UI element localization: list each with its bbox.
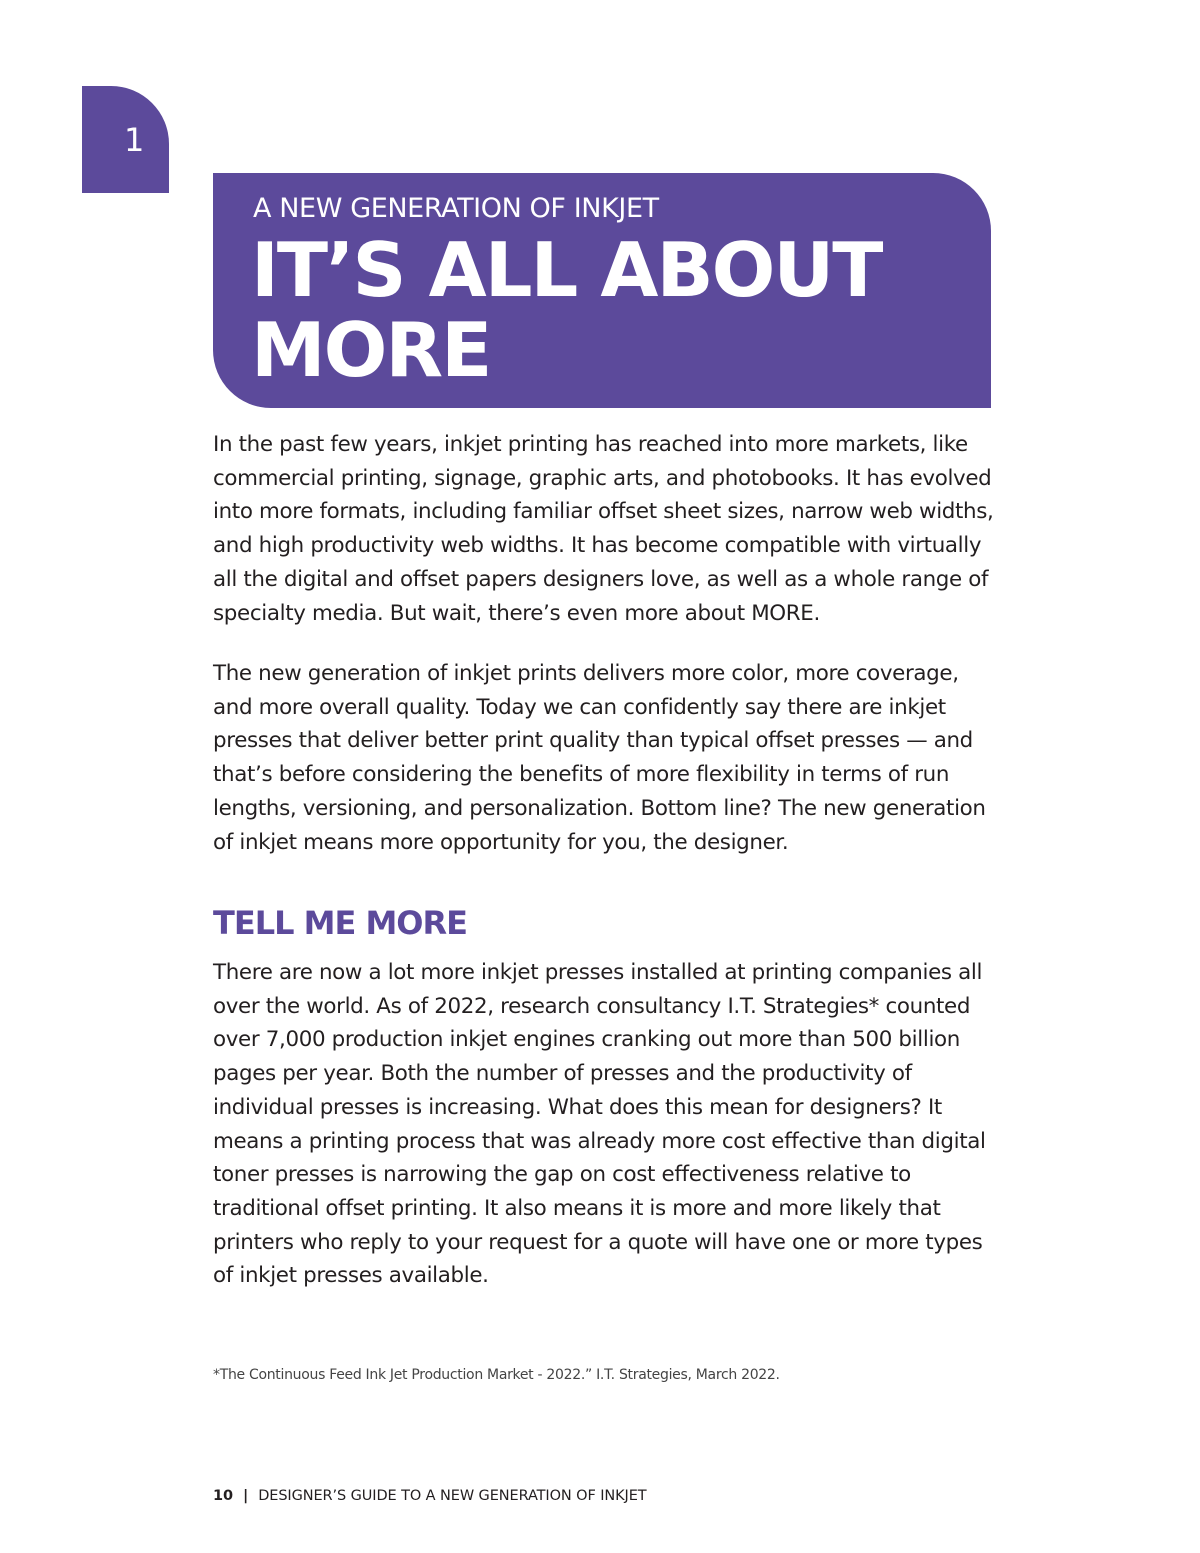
chapter-number: 1 [124,121,145,159]
intro-paragraph-1: In the past few years, inkjet printing has reached into more markets, like commercial printing, signage, graphic arts, and photobooks. It has evolved into more formats, including familiar offset sheet sizes, narrow web widths, and high productivity web widths. It has become compatible with virtually all the digital and offset papers designers love, as well as a whole range of specialty media. But wait, there’s even more about MORE. [213,432,994,626]
publication-title: DESIGNER’S GUIDE TO A NEW GENERATION OF INKJET [258,1488,647,1504]
section-heading: TELL ME MORE [213,904,467,942]
title-kicker: A NEW GENERATION OF INKJET [253,193,659,224]
page-title: IT’S ALL ABOUT MORE [251,226,882,394]
page-footer [213,1486,647,1506]
footnote: *The Continuous Feed Ink Jet Production Market - 2022.” I.T. Strategies, March 2022. [213,1367,780,1383]
intro-paragraph-2: The new generation of inkjet prints delivers more color, more coverage, and more overall quality. Today we can confidently say there are inkjet presses that deliver better print quality than typical offset presses — and that’s before considering the benefits of more flexibility in terms of run lengths, versioning, and personalization. Bottom line? The new generation of inkjet means more opportunity for you, the designer. [213,661,986,855]
page-number: 10 [213,1488,233,1504]
section-body: There are now a lot more inkjet presses installed at printing companies all over the world. As of 2022, research consultancy I.T. Strategies* counted over 7,000 production inkjet engines cranking out more than 500 billion pages per year. Both the number of presses and the productivity of individual presses is increasing. What does this mean for designers? It means a printing process that was already more cost effective than digital toner presses is narrowing the gap on cost effectiveness relative to traditional offset printing. It also means it is more and more likely that printers who reply to your request for a quote will have one or more types of inkjet presses available. [213,960,986,1289]
footer-separator: | [242,1488,249,1504]
